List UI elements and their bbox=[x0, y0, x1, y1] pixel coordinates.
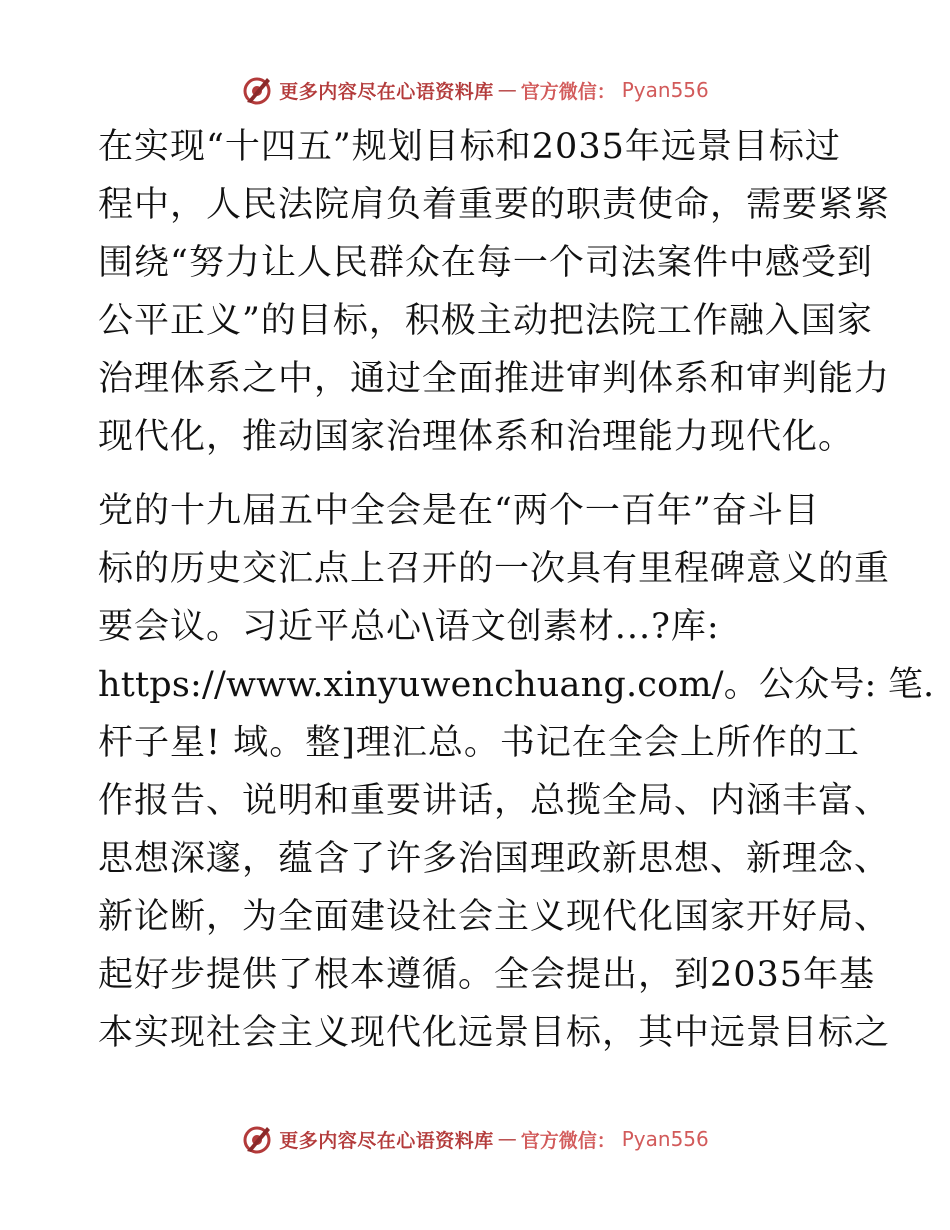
text-line: 作报告、说明和重要讲话，总揽全局、内涵丰富、 bbox=[98, 781, 891, 821]
text-line: 新论断，为全面建设社会主义现代化国家开好局、 bbox=[98, 897, 891, 937]
text-line: 治理体系之中，通过全面推进审判体系和审判能力 bbox=[98, 359, 891, 399]
banner-title: 更多内容尽在心语资料库 bbox=[279, 80, 494, 103]
text-line: 思想深邃，蕴含了许多治国理政新思想、新理念、 bbox=[98, 839, 891, 879]
banner-title: 更多内容尽在心语资料库 bbox=[279, 1129, 494, 1152]
footer-banner bbox=[0, 1119, 950, 1159]
text-line: 要会议。习近平总心\语文创素材...?库: bbox=[98, 607, 720, 647]
text-line: 现代化，推动国家治理体系和治理能力现代化。 bbox=[98, 417, 855, 457]
text-line: 在实现“十四五”规划目标和2035年远景目标过 bbox=[98, 127, 841, 167]
text-line: 起好步提供了根本遵循。全会提出，到2035年基 bbox=[98, 955, 876, 995]
header-banner bbox=[0, 70, 950, 110]
banner-wechat-id: Pyan556 bbox=[621, 78, 709, 102]
banner-official-label: 官方微信： bbox=[520, 1129, 616, 1152]
text-line: 围绕“努力让人民群众在每一个司法案件中感受到 bbox=[98, 243, 873, 283]
quill-logo-icon bbox=[241, 1123, 273, 1155]
text-line: 党的十九届五中全会是在“两个一百年”奋斗目 bbox=[98, 491, 820, 531]
banner-wechat-id: Pyan556 bbox=[621, 1127, 709, 1151]
text-line: https://www.xinyuwenchuang.com/。公众号: 笔. bbox=[98, 665, 935, 705]
text-line: 标的历史交汇点上召开的一次具有里程碑意义的重 bbox=[98, 549, 891, 589]
text-line: 程中，人民法院肩负着重要的职责使命，需要紧紧 bbox=[98, 185, 891, 225]
quill-logo-icon bbox=[241, 74, 273, 106]
banner-separator: — bbox=[497, 1128, 517, 1150]
text-line: 公平正义”的目标，积极主动把法院工作融入国家 bbox=[98, 301, 873, 341]
text-line: 杆子星! 域。整]理汇总。书记在全会上所作的工 bbox=[98, 723, 860, 763]
banner-official-label: 官方微信： bbox=[520, 80, 616, 103]
text-line: 本实现社会主义现代化远景目标，其中远景目标之 bbox=[98, 1013, 891, 1053]
banner-separator: — bbox=[497, 79, 517, 101]
